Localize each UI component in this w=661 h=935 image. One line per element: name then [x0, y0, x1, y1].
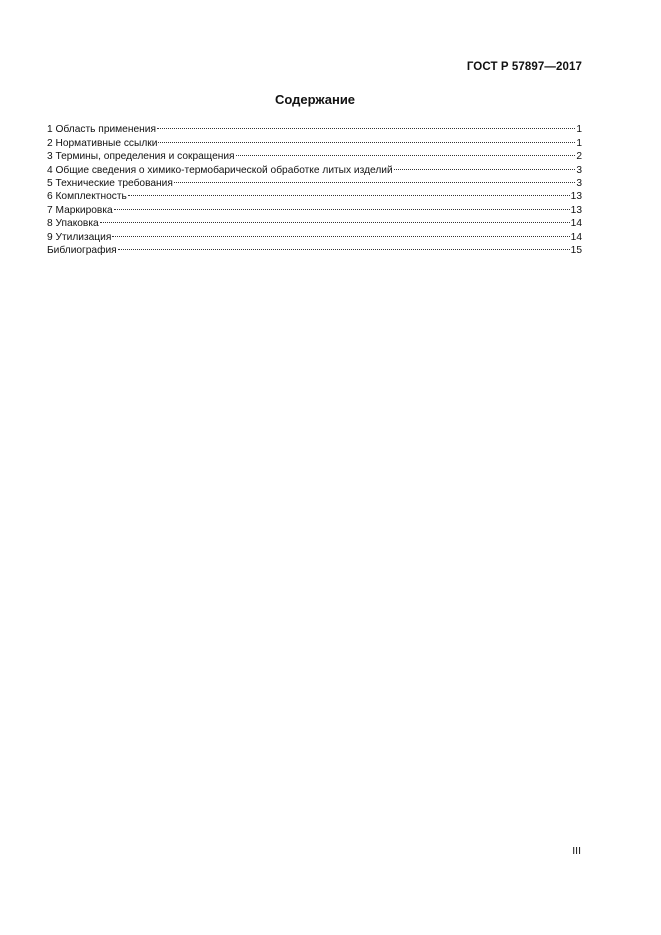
- dot-leader: [114, 199, 570, 212]
- toc-entry-label: 1 Область применения: [47, 124, 156, 136]
- page-number: III: [572, 845, 581, 857]
- toc-entry-disposal[interactable]: [47, 226, 582, 243]
- toc-entry-label: 9 Утилизация: [47, 231, 112, 243]
- toc-entry-label: 2 Нормативные ссылки: [47, 137, 158, 149]
- toc-entry-marking[interactable]: [47, 199, 582, 216]
- toc-entry-page: 14: [570, 218, 582, 230]
- toc-entry-page: 1: [576, 137, 582, 149]
- toc-entry-page: 14: [570, 231, 582, 243]
- toc-title: Содержание: [274, 92, 356, 107]
- toc-entry-label: 7 Маркировка: [47, 204, 113, 216]
- toc-entry-page: 2: [576, 151, 582, 163]
- dot-leader: [394, 159, 576, 172]
- dot-leader: [157, 119, 575, 132]
- dot-leader: [112, 226, 569, 239]
- table-of-contents: [47, 119, 582, 256]
- document-code: ГОСТ Р 57897—2017: [466, 61, 582, 73]
- toc-entry-label: 8 Упаковка: [47, 218, 99, 230]
- toc-entry-packaging[interactable]: [47, 213, 582, 230]
- toc-entry-label: Библиография: [47, 244, 117, 256]
- toc-entry-page: 3: [576, 177, 582, 189]
- toc-entry-page: 3: [576, 164, 582, 176]
- toc-entry-bibliography[interactable]: [47, 240, 582, 256]
- dot-leader: [118, 240, 570, 253]
- toc-entry-page: 13: [570, 204, 582, 216]
- toc-entry-completeness[interactable]: [47, 186, 582, 203]
- dot-leader: [236, 146, 576, 159]
- dot-leader: [158, 132, 575, 145]
- dot-leader: [128, 186, 570, 199]
- dot-leader: [174, 173, 575, 186]
- toc-entry-label: 5 Технические требования: [47, 177, 173, 189]
- toc-entry-label: 6 Комплектность: [47, 191, 127, 203]
- toc-entry-label: 4 Общие сведения о химико-термобарической обработке литых изделий: [47, 164, 393, 176]
- toc-entry-page: 13: [570, 191, 582, 203]
- toc-entry-label: 3 Термины, определения и сокращения: [47, 151, 235, 163]
- toc-entry-page: 15: [570, 244, 582, 256]
- toc-entry-page: 1: [576, 124, 582, 136]
- dot-leader: [100, 213, 570, 226]
- toc-entry-scope[interactable]: [47, 119, 582, 136]
